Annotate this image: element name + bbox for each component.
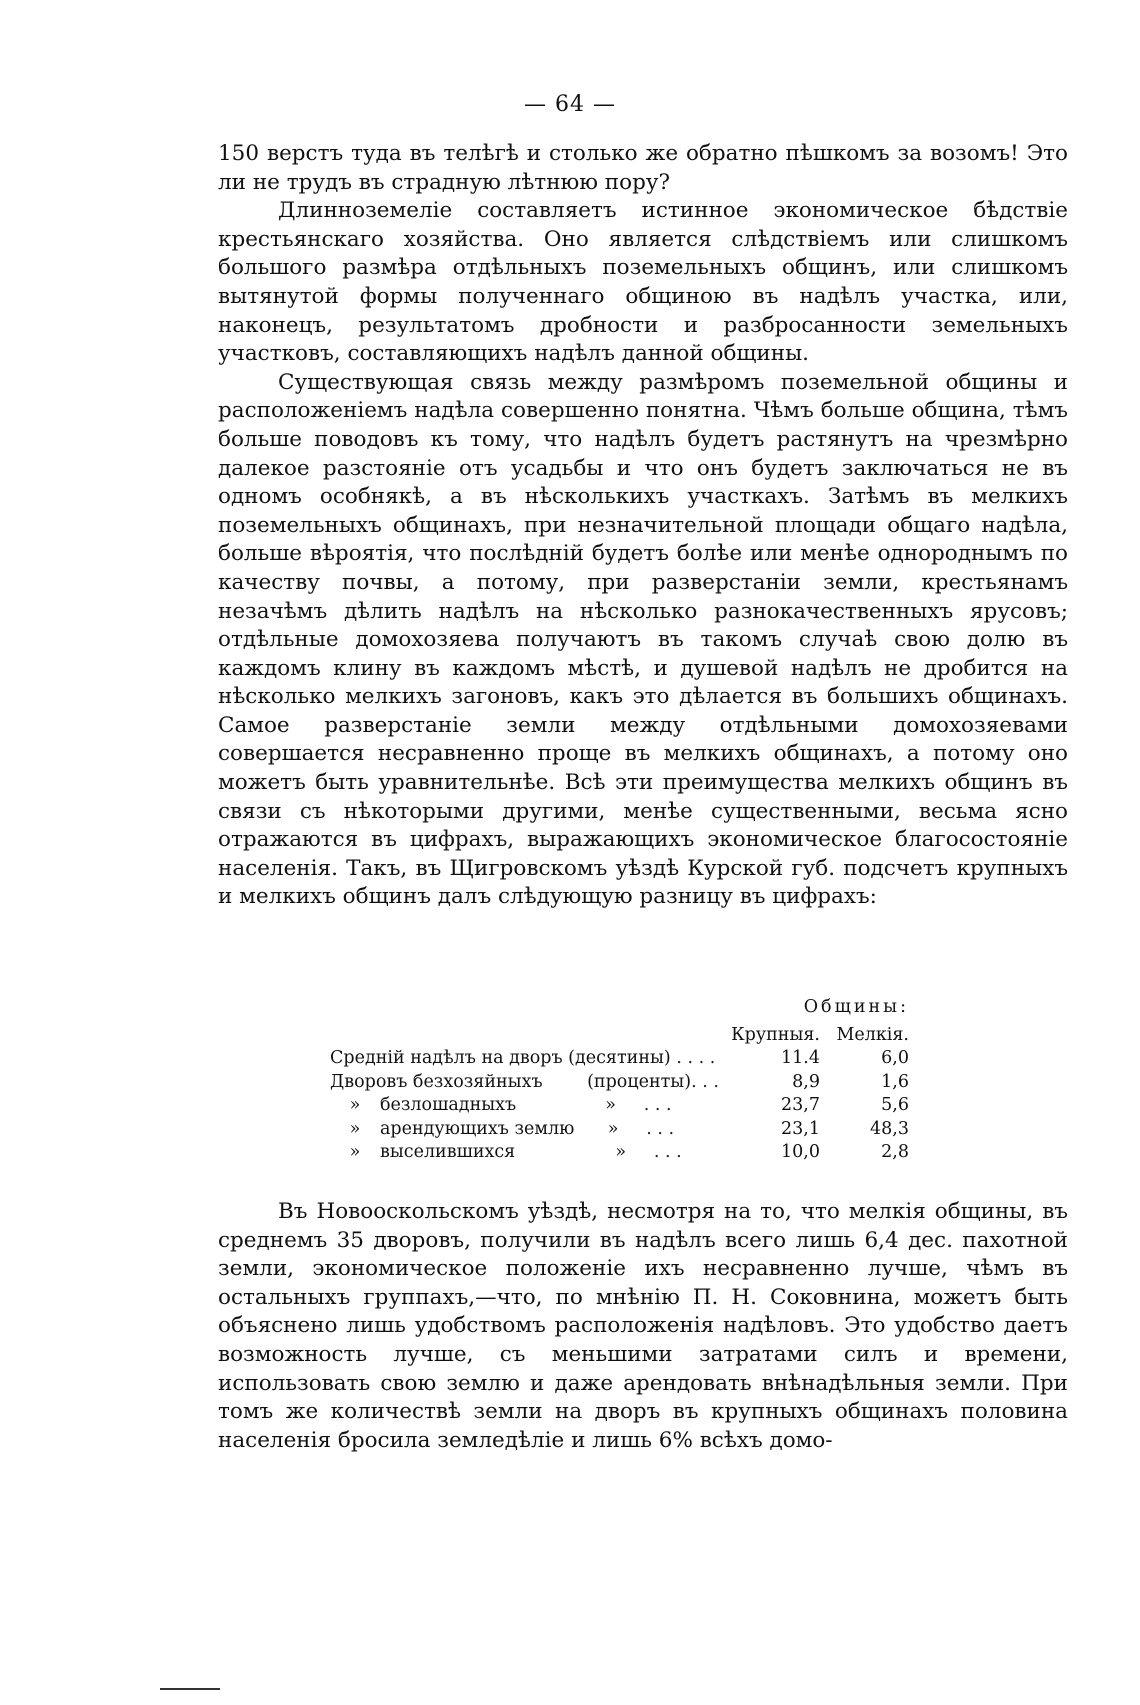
row-label: Среднiй надѣлъ на дворъ (десятины) . . . . — [330, 1048, 716, 1068]
column-header-large: Крупныя. — [731, 1024, 820, 1045]
cell-small: 5,6 — [881, 1095, 909, 1115]
main-text-top — [218, 140, 1068, 912]
row-label: » выселившихся » . . . — [330, 1141, 725, 1165]
footer-rule — [160, 1688, 220, 1690]
table-header-row — [330, 1024, 909, 1048]
table-group-header-row — [330, 996, 909, 1024]
column-header-small: Мелкія. — [836, 1024, 909, 1045]
cell-large: 11.4 — [781, 1048, 820, 1068]
table-group-header: Общины: — [803, 997, 909, 1017]
row-label: » безлошадныхъ » . . . — [330, 1094, 725, 1118]
cell-large: 10,0 — [781, 1142, 820, 1162]
cell-large: 23,7 — [781, 1095, 820, 1115]
page-number: — 64 — — [524, 92, 616, 117]
paragraph: Существующая связь между размѣромъ поземельной общины и расположеніемъ надѣла совершенно понятна. Чѣмъ больше община, тѣмъ больше поводовъ къ тому, что надѣлъ будетъ растянутъ на чрезмѣрно далекое разстояніе отъ усадьбы и что онъ будетъ заключаться не въ одномъ особнякѣ, а въ нѣсколькихъ участкахъ. Затѣмъ въ мелкихъ поземельныхъ общинахъ, при незначительной площади общаго надѣла, больше вѣроятія, что послѣдній будетъ болѣе или менѣе однороднымъ по качеству почвы, а потому, при разверстаніи земли, крестьянамъ незачѣмъ дѣлить надѣлъ на нѣсколько разнокачественныхъ ярусовъ; отдѣльные домохозяева получаютъ въ такомъ случаѣ свою долю въ каждомъ клину въ каждомъ мѣстѣ, и душевой надѣлъ не дробится на нѣсколько мелкихъ загоновъ, какъ это дѣлается въ большихъ общинахъ. Самое разверстаніе земли между отдѣльными домохозяевами совершается несравненно проще въ мелкихъ общинахъ, а потому оно можетъ быть уравнительнѣе. Всѣ эти преимущества мелкихъ общинъ въ связи съ нѣкоторыми другими, менѣе существенными, весьма ясно отражаются въ цифрахъ, выражающихъ экономическое благосостояніе населенія. Такъ, въ Щигровскомъ уѣздѣ Курской губ. подсчетъ крупныхъ и мелкихъ общинъ далъ слѣдующую разницу въ цифрахъ: — [218, 369, 1068, 910]
cell-small: 6,0 — [881, 1048, 909, 1068]
ditto-mark: » — [349, 1118, 361, 1139]
ditto-mark: » — [349, 1095, 361, 1115]
cell-small: 48,3 — [870, 1118, 909, 1139]
table-row — [330, 1094, 909, 1118]
paragraph-continuation: 150 верстъ туда въ телѣгѣ и столько же обратно пѣшкомъ за возомъ! Это ли не трудъ въ страдную лѣтнюю пору? — [218, 141, 1068, 195]
table-row — [330, 1047, 909, 1071]
ditto-mark: » — [615, 1142, 627, 1162]
statistics-table — [330, 996, 909, 1165]
paragraph: Длинноземеліе составляетъ истинное экономическое бѣдствіе крестьянскаго хозяйства. Оно является слѣдствіемъ или слишкомъ большого размѣра отдѣльныхъ поземельныхъ общинъ, или слишкомъ вытянутой формы полученнаго общиною въ надѣлъ участка, или, наконецъ, результатомъ дробности и разбросанности земельныхъ участковъ, составляющихъ надѣлъ данной общины. — [218, 198, 1068, 367]
row-label: Дворовъ безхозяйныхъ (проценты). . . — [330, 1071, 719, 1092]
table-row — [330, 1141, 909, 1165]
cell-large: 23,1 — [781, 1118, 820, 1139]
cell-large: 8,9 — [792, 1071, 820, 1092]
table-row — [330, 1071, 909, 1095]
ditto-mark: » — [607, 1118, 619, 1139]
row-label: » арендующихъ землю » . . . — [330, 1118, 725, 1142]
paragraph: Въ Новооскольскомъ уѣздѣ, несмотря на то, что мелкія общины, въ среднемъ 35 дворовъ, получили въ надѣлъ всего лишь 6,4 дес. пахотной земли, экономическое положеніе ихъ несравненно лучше, чѣмъ въ остальныхъ группахъ,—что, по мнѣнію П. Н. Соковнина, можетъ быть объяснено лишь удобствомъ расположенія надѣловъ. Это удобство даетъ возможность лучше, съ меньшими затратами силъ и времени, использовать свою землю и даже арендовать внѣнадѣльныя земли. При томъ же количествѣ земли на дворъ въ крупныхъ общинахъ половина населенія бросила земледѣліе и лишь 6% всѣхъ домо- — [218, 1199, 1068, 1453]
ditto-mark: » — [349, 1142, 361, 1162]
cell-small: 1,6 — [881, 1071, 909, 1092]
cell-small: 2,8 — [881, 1142, 909, 1162]
main-text-bottom — [218, 1198, 1068, 1455]
table-row — [330, 1118, 909, 1142]
ditto-mark: » — [605, 1095, 616, 1115]
